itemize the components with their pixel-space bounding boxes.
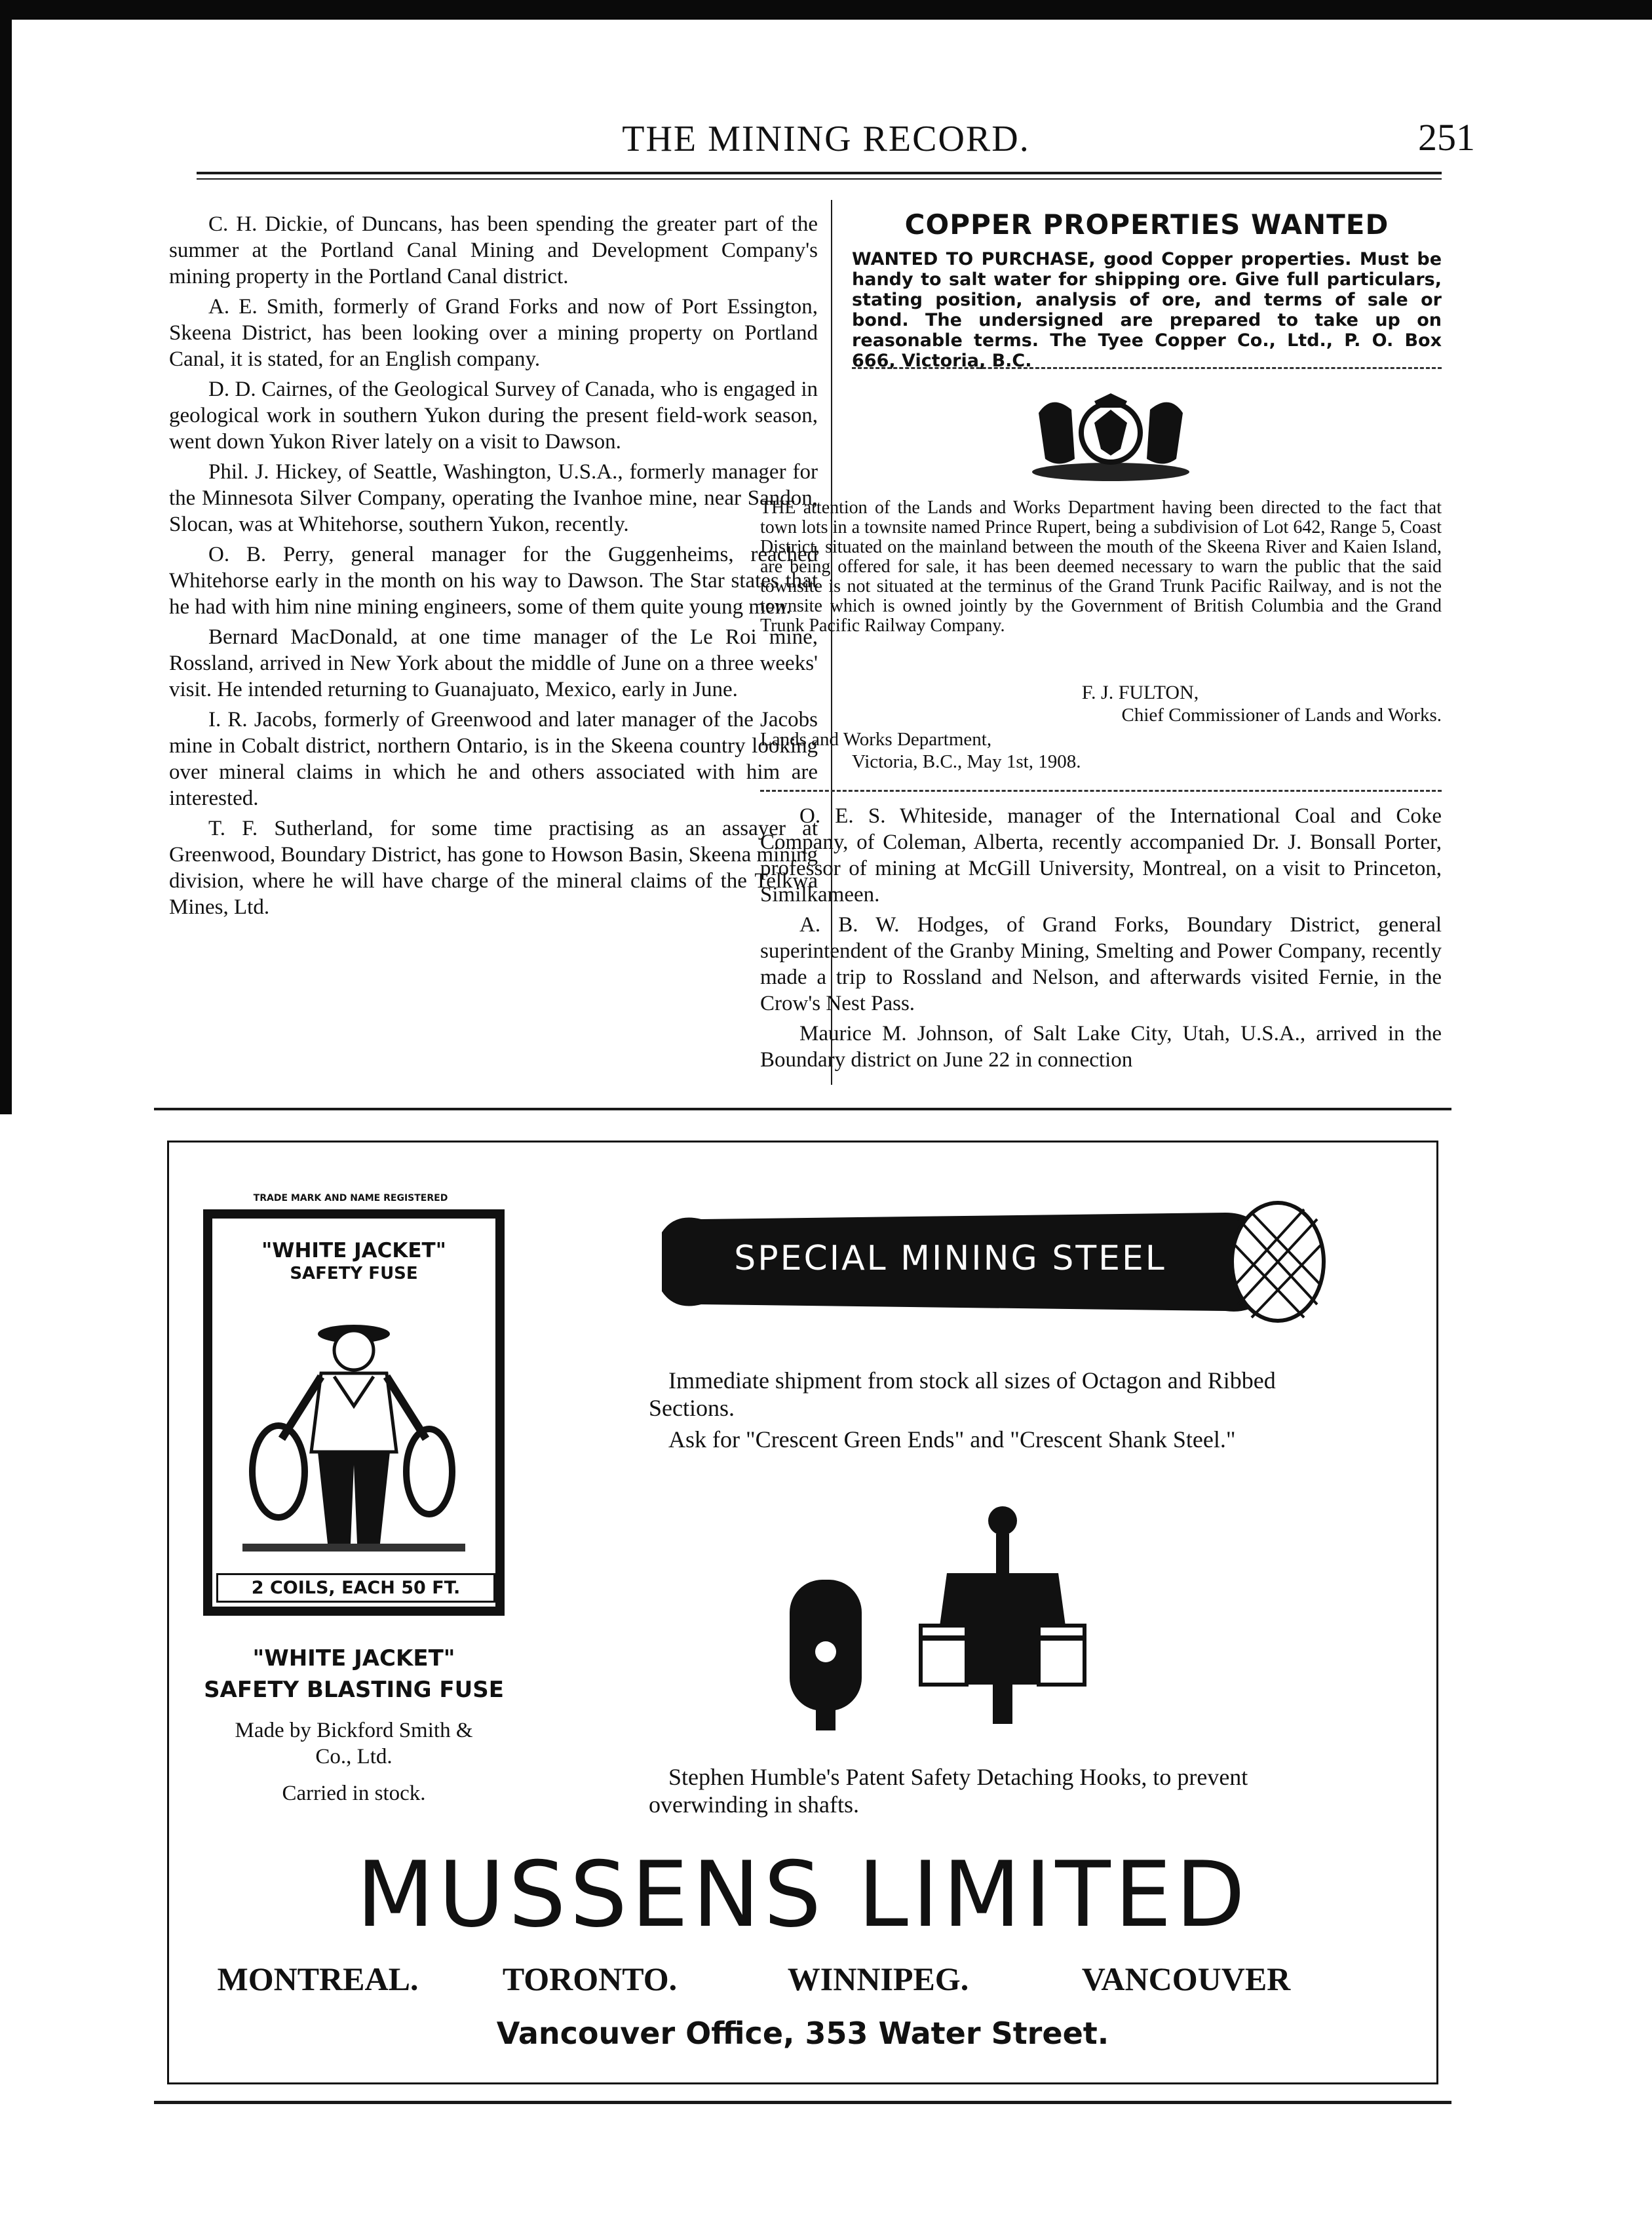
notice-rule [760,790,1442,792]
ad-top-rule [154,1108,1451,1110]
notice-signer-title: Chief Commissioner of Lands and Works. [1121,705,1442,726]
header-rule [197,172,1442,174]
news-item: I. R. Jacobs, formerly of Greenwood and later manager of the Jacobs mine in Cobalt district, northern Ontario, is in the Skeena country looking over mineral claims in which he and others associated with him are interested. [169,708,818,810]
fuse-stock: Carried in stock. [282,1782,426,1805]
scan-top-border [0,0,1652,20]
news-item: Maurice M. Johnson, of Salt Lake City, Utah, U.S.A., arrived in the Boundary district on June 22 in connection [760,1022,1442,1072]
fuse-label-title: "WHITE JACKET" [261,1239,446,1262]
notice-signer: F. J. FULTON, [1081,682,1199,703]
page-bottom-rule [154,2101,1451,2104]
vancouver-office-address: Vancouver Office, 353 Water Street. [496,2016,1109,2051]
news-item: A. B. W. Hodges, of Grand Forks, Boundary District, general superintendent of the Granby Mining, Smelting and Power Company, recently made a trip to Rossland and Nelson, and afterwards visited Fernie, in the Crow's Nest Pass. [760,913,1442,1015]
left-column [169,211,818,924]
hooks-caption: Stephen Humble's Patent Safety Detaching Hooks, to prevent overwinding in shafts. [649,1764,1248,1818]
lands-works-notice: THE attention of the Lands and Works Department having been directed to the fact that town lots in a townsite named Prince Rupert, being a subdivision of Lot 642, Range 5, Coast District, situated on the mainland between the mouth of the Skeena River and Kaien Island, are being offered for sale, it has been deemed necessary to warn the public that the said townsite is not situated at the terminus of the Grand Trunk Pacific Railway, and is not the townsite which is owned jointly by the Government of British Columbia and the Grand Trunk Pacific Railway Company. [760,498,1442,636]
notice-place-date: Victoria, B.C., May 1st, 1908. [852,751,1081,772]
right-column [760,803,1442,1077]
news-item: T. F. Sutherland, for some time practising as an assayer at Greenwood, Boundary District, has gone to Howson Basin, Skeena mining division, where he will have charge of the mineral claims of the Telkwa Mines, Ltd. [169,817,818,919]
news-item: Bernard MacDonald, at one time manager of the Le Roi mine, Rossland, arrived in New York about the middle of June on a three weeks' visit. He intended returning to Guanajuato, Mexico, early in June. [169,625,818,701]
scan-left-border [0,0,12,1114]
notice-department: Lands and Works Department, [760,729,992,750]
city-toronto: TORONTO. [502,1961,678,1997]
steel-banner-text: SPECIAL MINING STEEL [734,1239,1166,1278]
copper-ad-body: WANTED TO PURCHASE, good Copper properties. Must be handy to salt water for shipping ore. Give full particulars, stating position, analysis of ore, and terms of sale or bond. The undersigned are prepared to take up on reasonable terms. The Tyee Copper Co., Ltd., P. O. Box 666, Victoria, B.C. [852,249,1442,371]
copper-ad-heading: COPPER PROPERTIES WANTED [904,208,1389,241]
detaching-hook-icon [780,1501,1147,1737]
city-montreal: MONTREAL. [217,1961,419,1997]
copper-ad-rule [852,367,1442,369]
fuse-label-coils: 2 COILS, EACH 50 FT. [216,1573,495,1603]
coat-of-arms-icon [1012,387,1209,485]
page-number: 251 [1418,116,1475,159]
news-item: O. E. S. Whiteside, manager of the International Coal and Coke Company, of Coleman, Alberta, recently accompanied Dr. J. Bonsall Porter, professor of mining at McGill University, Montreal, on a visit to Princeton, Similkameen. [760,804,1442,907]
fuse-label-subtitle: SAFETY FUSE [290,1264,418,1283]
news-item: D. D. Cairnes, of the Geological Survey of Canada, who is engaged in geological work in southern Yukon during the present field-work season, went down Yukon River lately on a visit to Dawson. [169,378,818,454]
page-header-title: THE MINING RECORD. [622,119,1030,159]
company-name: MUSSENS LIMITED [356,1842,1250,1947]
city-winnipeg: WINNIPEG. [787,1961,969,1997]
steel-order-note: Ask for "Crescent Green Ends" and "Crescent Shank Steel." [668,1426,1236,1453]
news-item: O. B. Perry, general manager for the Guggenheims, reached Whitehorse early in the month on his way to Dawson. The Star states that he had with him nine mining engineers, some of them quite young men. [169,543,818,619]
header-rule-thin [197,178,1442,180]
news-item: A. E. Smith, formerly of Grand Forks and now of Port Essington, Skeena District, has been looking over a mining property on Portland Canal, it is stated, for an English company. [169,295,818,371]
fuse-maker: Made by Bickford Smith & Co., Ltd. [235,1719,473,1768]
city-vancouver: VANCOUVER [1081,1961,1291,1997]
steel-description: Immediate shipment from stock all sizes of Octagon and Ribbed Sections. [649,1367,1276,1421]
trademark-caption: TRADE MARK AND NAME REGISTERED [253,1193,448,1203]
sailor-illustration-icon [242,1295,465,1557]
news-item: C. H. Dickie, of Duncans, has been spending the greater part of the summer at the Portland Canal Mining and Development Company's mining property in the Portland Canal district. [169,212,818,288]
fuse-product-title: "WHITE JACKET" [252,1645,455,1671]
fuse-product-subtitle: SAFETY BLASTING FUSE [204,1677,504,1703]
news-item: Phil. J. Hickey, of Seattle, Washington, U.S.A., formerly manager for the Minnesota Silver Company, operating the Ivanhoe mine, near Sandon, Slocan, was at Whitehorse, southern Yukon, recently. [169,460,818,536]
